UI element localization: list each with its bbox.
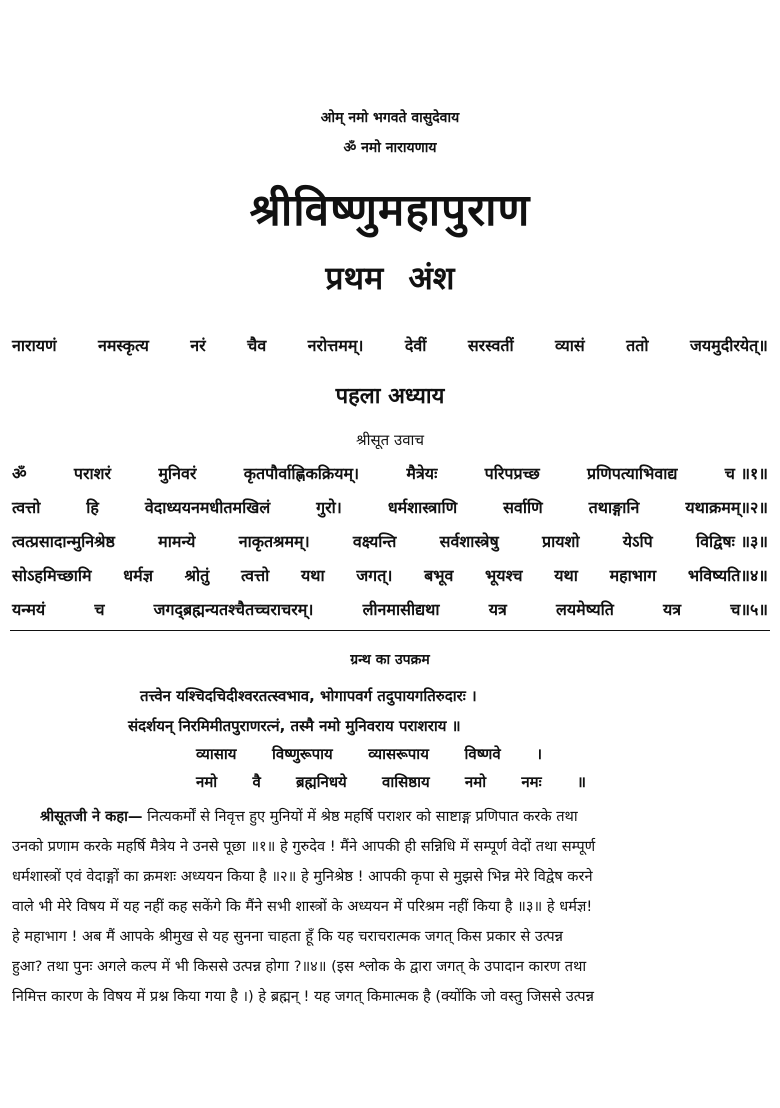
verse-word: च bbox=[94, 600, 105, 619]
verse-word: नमस्कृत्य bbox=[97, 336, 149, 355]
divider-rule bbox=[10, 630, 770, 631]
verse-word: व्यासाय bbox=[196, 745, 237, 763]
verse-word: मुनिवरं bbox=[158, 464, 197, 483]
verse-word: ब्रह्मनिधये bbox=[296, 773, 347, 791]
invocation-line-1: तत्त्वेन यश्चिदचिदीश्वरतत्स्वभाव, भोगापवर्ग तदुपायगतिरुदारः । bbox=[140, 687, 477, 705]
book-title: श्रीविष्णुमहापुराण bbox=[249, 185, 531, 236]
verse-word: नमो bbox=[464, 773, 487, 791]
verse-line-1 bbox=[12, 462, 768, 484]
invocation-line-3 bbox=[196, 744, 542, 764]
verse-word: वक्ष्यन्ति bbox=[352, 532, 397, 551]
verse-word: सोऽहमिच्छामि bbox=[12, 566, 92, 585]
verse-word: वै bbox=[252, 773, 261, 791]
verse-word: वेदाध्ययनमधीतमखिलं bbox=[144, 498, 271, 517]
verse-word: देवीं bbox=[404, 336, 427, 355]
verse-word: नाकृतश्रमम्। bbox=[238, 532, 310, 551]
verse-word: श्रोतुं bbox=[184, 566, 210, 585]
verse-word: महाभाग bbox=[609, 566, 657, 585]
verse-word: वासिष्ठाय bbox=[382, 773, 430, 791]
verse-word: परिपप्रच्छ bbox=[484, 464, 540, 483]
verse-word: ॥ bbox=[576, 773, 586, 791]
opening-verse bbox=[12, 334, 768, 356]
verse-word: नरं bbox=[190, 336, 206, 355]
verse-line-3 bbox=[12, 530, 768, 552]
invocation-narayana: ॐ नमो नारायणाय bbox=[343, 140, 437, 156]
prose-line-2: उनको प्रणाम करके महर्षि मैत्रेय ने उनसे पूछा ॥१॥ हे गुरुदेव ! मैंने आपकी ही सन्निधि में सम्पूर्ण वेदों तथा सम्पूर्ण bbox=[12, 838, 596, 855]
verse-word: यथा bbox=[554, 566, 578, 585]
verse-word: गुरो। bbox=[316, 498, 342, 517]
verse-word: नमो bbox=[196, 773, 218, 791]
verse-word: मामन्ये bbox=[158, 532, 196, 551]
verse-line-2 bbox=[12, 496, 768, 518]
verse-line-5 bbox=[12, 598, 768, 620]
verse-line-4 bbox=[12, 564, 768, 586]
verse-word: लयमेष्यति bbox=[555, 600, 614, 619]
verse-word: त्वत्प्रसादान्मुनिश्रेष्ठ bbox=[12, 532, 115, 551]
verse-word: धर्मज्ञ bbox=[123, 566, 153, 585]
verse-word: बभूव bbox=[424, 566, 454, 585]
verse-word: व्यासरूपाय bbox=[368, 745, 429, 763]
verse-word: विष्णवे bbox=[464, 745, 501, 763]
verse-word: । bbox=[536, 745, 542, 763]
verse-word: नारायणं bbox=[12, 336, 57, 355]
verse-word: प्रणिपत्याभिवाद्य bbox=[586, 464, 678, 483]
verse-word: यन्मयं bbox=[12, 600, 46, 619]
verse-word: जगत्। bbox=[356, 566, 393, 585]
verse-word: यथाक्रमम्॥२॥ bbox=[685, 498, 768, 517]
prose-line-1 bbox=[40, 806, 768, 826]
verse-word: पराशरं bbox=[73, 464, 112, 483]
verse-word: भूयश्च bbox=[485, 566, 523, 585]
verse-word: यत्र bbox=[488, 600, 507, 619]
verse-word: कृतपौर्वाह्णिकक्रियम्। bbox=[243, 464, 360, 483]
verse-word: सर्वाणि bbox=[503, 498, 543, 517]
prose-line-6: हुआ? तथा पुनः अगले कल्प में भी किससे उत्पन्न होगा ?॥४॥ (इस श्लोक के द्वारा जगत् के उपादान कारण तथा bbox=[12, 958, 587, 975]
verse-word: सर्वशास्त्रेषु bbox=[439, 532, 499, 551]
verse-word: त्वत्तो bbox=[12, 498, 41, 517]
prose-speaker: श्रीसूतजी ने कहा— bbox=[40, 808, 143, 825]
verse-word: नमः bbox=[521, 773, 542, 791]
prose-text: नित्यकर्मों से निवृत्त हुए मुनियों में श्रेष्ठ महर्षि पराशर को साष्टाङ्ग प्रणिपात करके तथा bbox=[147, 808, 578, 825]
verse-word: ततो bbox=[626, 336, 649, 355]
chapter-title: पहला अध्याय bbox=[335, 384, 445, 409]
verse-word: यथा bbox=[300, 566, 325, 585]
verse-word: धर्मशास्त्राणि bbox=[387, 498, 458, 517]
verse-word: विष्णुरूपाय bbox=[272, 745, 333, 763]
invocation-line-2: संदर्शयन् निरमिमीतपुराणरत्नं, तस्मै नमो मुनिवराय पराशराय ॥ bbox=[128, 717, 461, 735]
verse-word: नरोत्तमम्। bbox=[307, 336, 364, 355]
verse-word: प्रायशो bbox=[541, 532, 580, 551]
verse-word: ॐ bbox=[12, 464, 27, 483]
section-title: ग्रन्थ का उपक्रम bbox=[350, 652, 430, 668]
part-heading: प्रथम अंश bbox=[325, 259, 455, 297]
prose-line-7: निमित्त कारण के विषय में प्रश्न किया गया है ।) हे ब्रह्मन् ! यह जगत् किमात्मक है (क्योंकि जो वस्तु जिससे उत्पन्न bbox=[12, 988, 594, 1005]
verse-word: यत्र bbox=[663, 600, 682, 619]
verse-word: सरस्वतीं bbox=[467, 336, 514, 355]
verse-word: लीनमासीद्यथा bbox=[362, 600, 440, 619]
verse-word: च ॥१॥ bbox=[724, 464, 768, 483]
prose-line-5: हे महाभाग ! अब मैं आपके श्रीमुख से यह सुनना चाहता हूँ कि यह चराचरात्मक जगत् किस प्रकार से उत्पन्न bbox=[12, 928, 563, 945]
verse-word: च॥५॥ bbox=[730, 600, 768, 619]
verse-word: मैत्रेयः bbox=[406, 464, 438, 483]
verse-word: जगद्ब्रह्मन्यतश्चैतच्चराचरम्। bbox=[153, 600, 314, 619]
prose-line-3: धर्मशास्त्रों एवं वेदाङ्गों का क्रमशः अध्ययन किया है ॥२॥ हे मुनिश्रेष्ठ ! आपकी कृपा से मुझसे भिन्न मेरे विद्वेष करने bbox=[12, 868, 593, 885]
invocation-line-4 bbox=[196, 772, 586, 792]
verse-word: भविष्यति॥४॥ bbox=[687, 566, 768, 585]
verse-word: येऽपि bbox=[622, 532, 653, 551]
speaker-label: श्रीसूत उवाच bbox=[356, 431, 424, 449]
verse-word: विद्विषः ॥३॥ bbox=[696, 532, 768, 551]
verse-word: जयमुदीरयेत्॥ bbox=[689, 336, 768, 355]
verse-word: चैव bbox=[247, 336, 267, 355]
verse-word: त्वत्तो bbox=[240, 566, 270, 585]
verse-word: तथाङ्गानि bbox=[588, 498, 640, 517]
verse-word: व्यासं bbox=[555, 336, 585, 355]
invocation-vasudeva: ओम् नमो भगवते वासुदेवाय bbox=[320, 110, 460, 126]
verse-word: हि bbox=[86, 498, 99, 517]
prose-line-4: वाले भी मेरे विषय में यह नहीं कह सकेंगे कि मैंने सभी शास्त्रों के अध्ययन में परिश्रम नहीं किया है ॥३॥ हे धर्मज्ञ! bbox=[12, 898, 593, 915]
